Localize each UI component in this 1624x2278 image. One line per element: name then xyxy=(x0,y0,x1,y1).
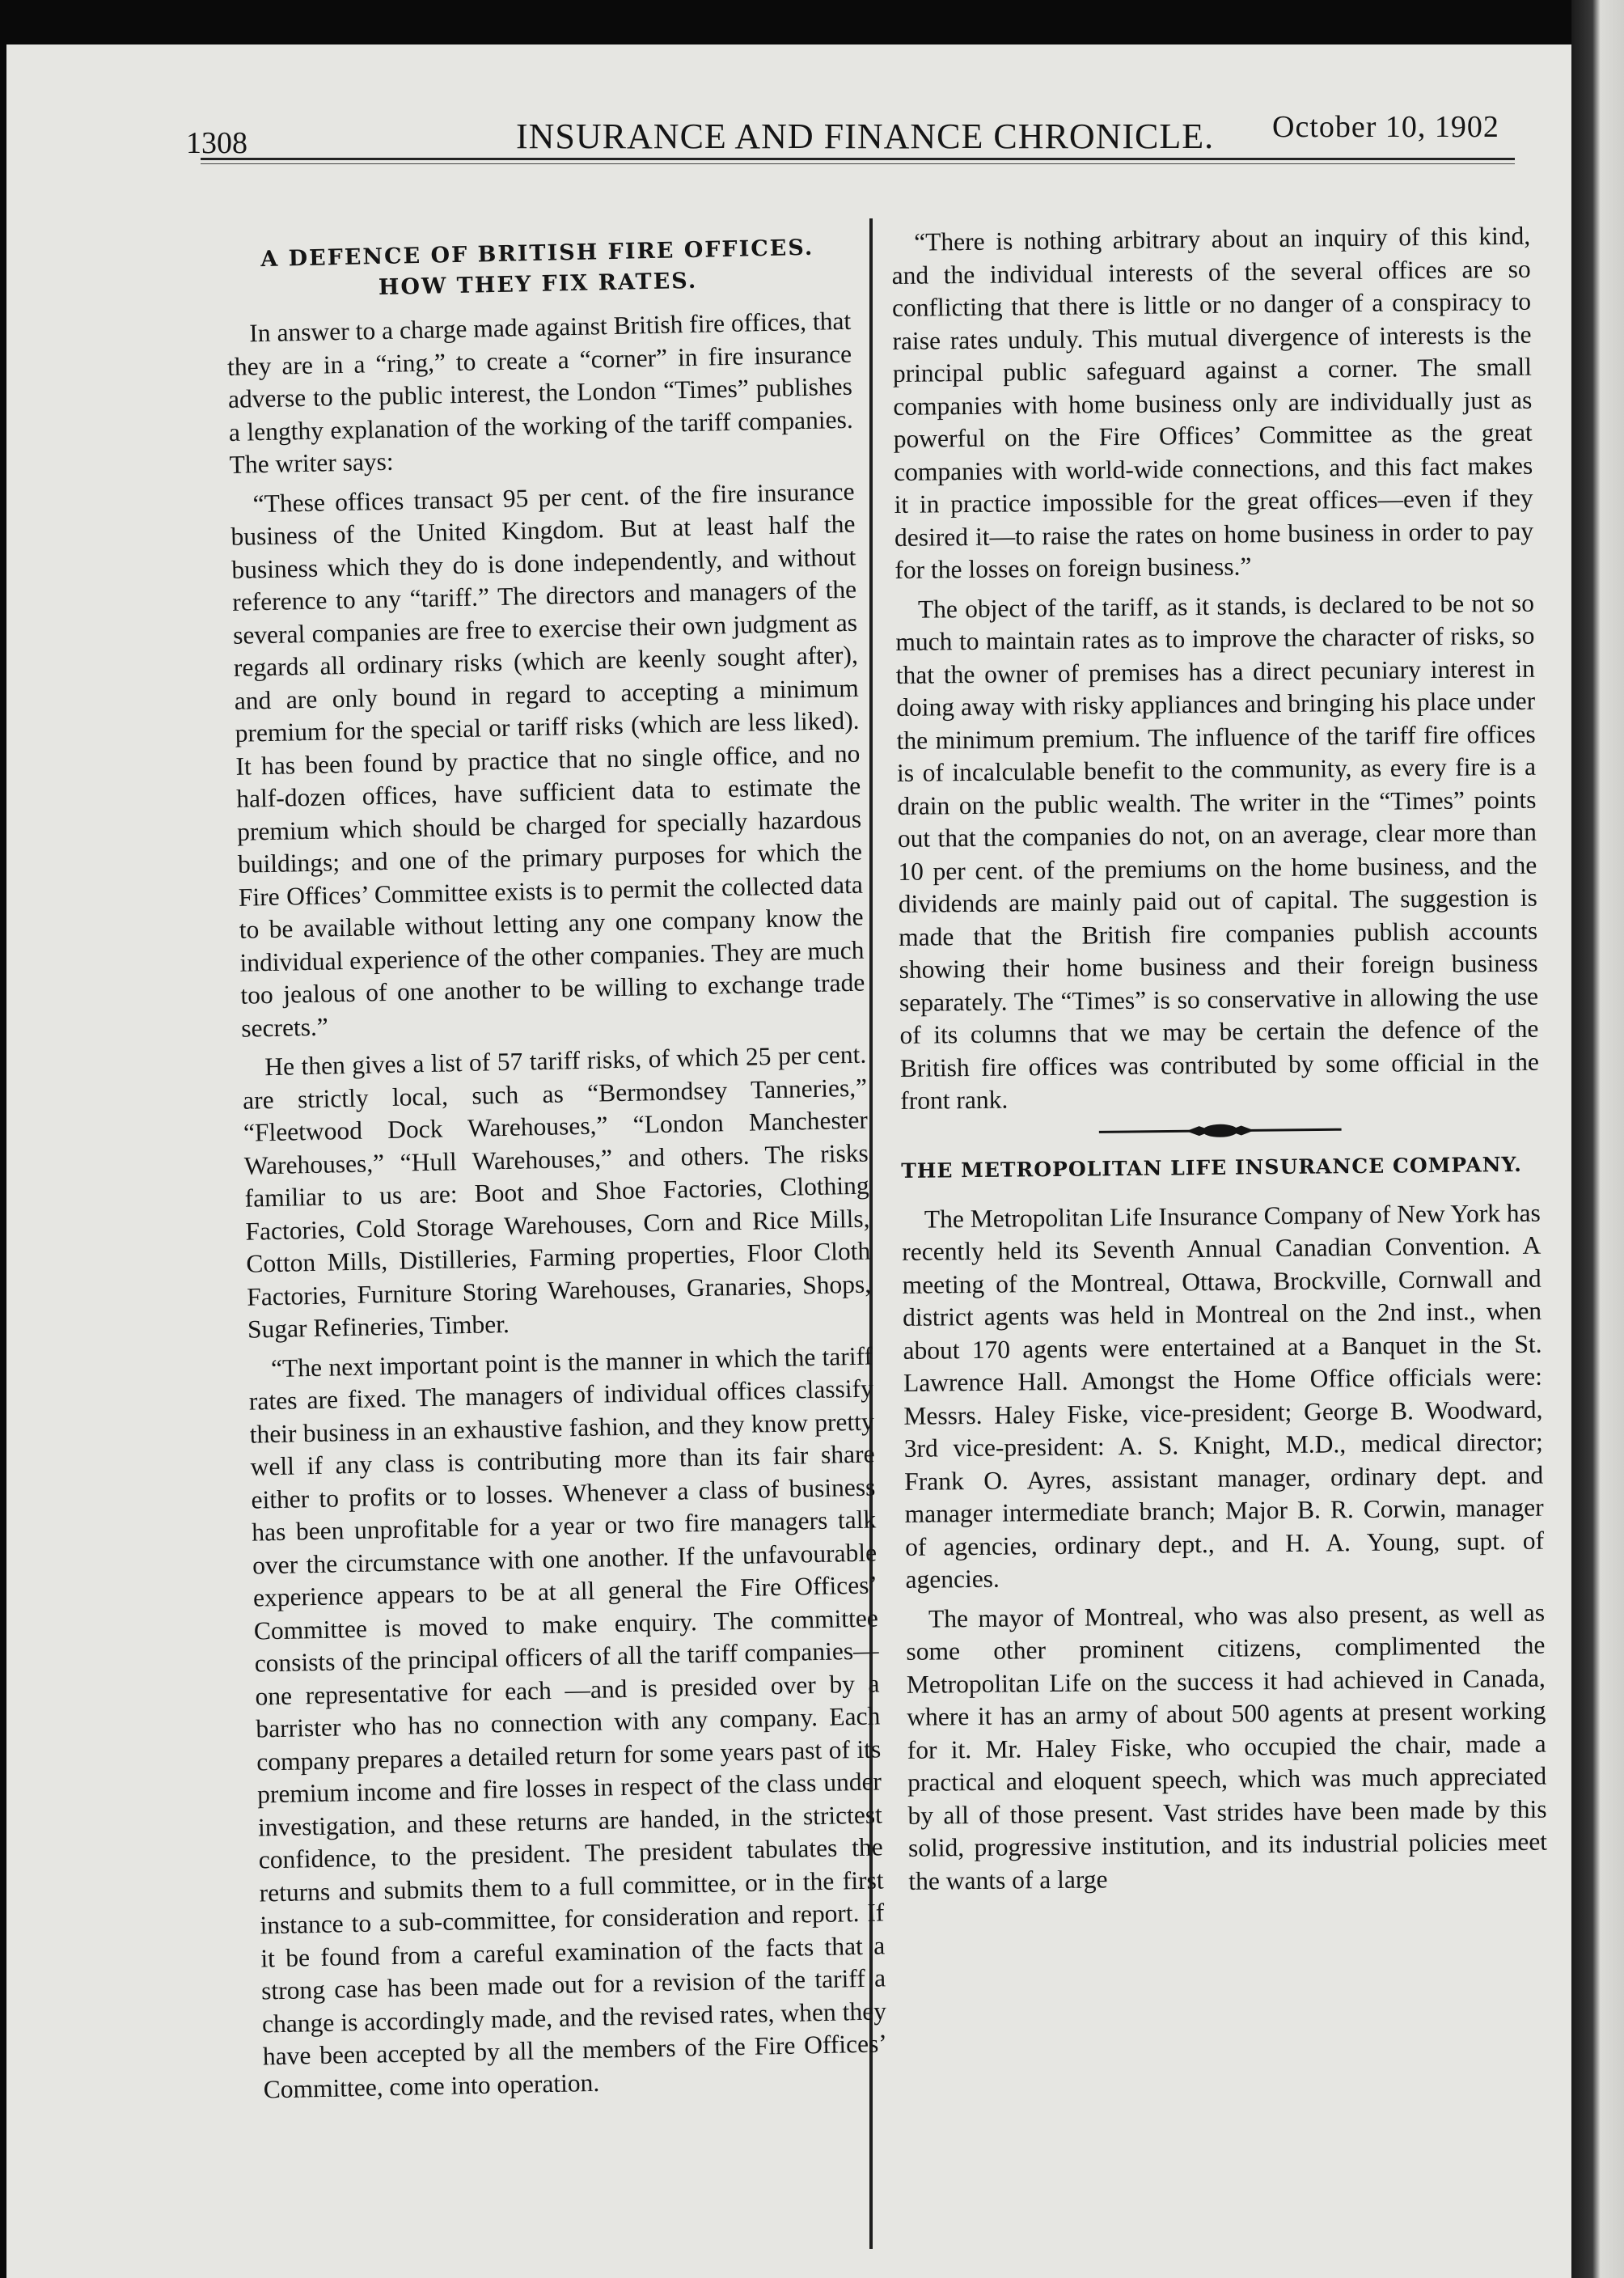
journal-title: INSURANCE AND FINANCE CHRONICLE. xyxy=(516,116,1215,156)
article-paragraph: “There is nothing arbitrary about an inquiry of this kind, and the individual interests of the several offices are so conflicting that there is little or no danger of a conspiracy to raise rates unduly. This mutual divergence of interests is the principal public safeguard against a corner. The small companies with home business only are individually just as powerful on the Fire Offices’ Committee as the great companies with world-wide connections, and this fact makes it in practice impossible for the great offices—even if they desired it—to raise the rates on home business in order to pay for the losses on foreign business.” xyxy=(891,221,1534,584)
article-title xyxy=(225,232,850,307)
article-paragraph: In answer to a charge made against British fire offices, that they are in a “ring,” to create a “corner” in fire insurance adverse to the public interest, the London “Times” publishes a lengthy explanation of the working of the tariff companies. The writer says: xyxy=(226,306,854,479)
article-paragraph: He then gives a list of 57 tariff risks, of which 25 per cent. are strictly local, such as “Bermondsey Tanneries,” “Fleetwood Dock Warehouses,” “London Manchester Warehouses,” “Hull Warehouses,” and others. The risks familiar to us are: Boot and Shoe Factories, Clothing Factories, Cold Storage Warehouses, Corn and Rice Mills, Cotton Mills, Distilleries, Farming properties, Floor Cloth Factories, Furniture Storing Warehouses, Granaries, Shops, Sugar Refineries, Timber. xyxy=(242,1039,872,1344)
page-edge-shadow xyxy=(1571,0,1624,2278)
article-paragraph: The object of the tariff, as it stands, is declared to be not so much to maintain rates as to improve the character of risks, so that the owner of premises has a direct pecuniary interest in doing away with risky appliances and bringing his place under the minimum premium. The influence of the tariff fire offices is of incalculable benefit to the community, as every fire is a drain on the public wealth. The writer in the “Times” points out that the companies do not, on an average, clear more than 10 per cent. of the premiums on the home business, and the dividends are mainly paid out of capital. The suggestion is made that the British fire companies publish accounts showing their home business and their foreign business separately. The “Times” is so conservative in allowing the use of its columns that we may be certain the defence of the British fire offices was contributed by some official in the front rank. xyxy=(895,588,1540,1115)
article-paragraph: “These offices transact 95 per cent. of the fire insurance business of the United Kingdom. But at least half the business which they do is done independently, and without reference to any “tariff.” The directors and managers of the several companies are free to exercise their own judgment as regards all ordinary risks (which are keenly sought after), and are only bound in regard to accepting a minimum premium for the special or tariff risks (which are less liked). It has been found by practice that no single office, and no half-dozen offices, have sufficient data to estimate the premium which should be charged for specially hazardous buildings; and one of the primary purposes for which the Fire Offices’ Committee exists is to permit the collected data to be available without letting any one company know the individual experience of the other companies. They are much too jealous of one another to be willing to exchange trade secrets.” xyxy=(230,476,865,1043)
article-subtitle: HOW THEY FIX RATES. xyxy=(378,268,698,301)
article-title: THE METROPOLITAN LIFE INSURANCE COMPANY. xyxy=(901,1152,1523,1183)
newspaper-page xyxy=(6,44,1571,2278)
article-paragraph: The mayor of Montreal, who was also present, as well as some other prominent citizens, complimented the Metropolitan Life on the success it had achieved in Canada, where it has an army of about 500 agents at present working for it. Mr. Haley Fiske, who occupied the chair, made a practical and eloquent speech, which was much appreciated by all of those present. Vast strides have been made by this solid, progressive institution, and its industrial policies meet the wants of a large xyxy=(906,1598,1548,1895)
issue-date: October 10, 1902 xyxy=(1272,110,1499,144)
right-column xyxy=(891,220,1548,1904)
article-paragraph: “The next important point is the manner in which the tariff rates are fixed. The managers of individual offices classify their business in an exhaustive fashion, and they know pretty well if any class is contributing more than its fair share either to profits or to losses. Whenever a class of business has been unprofitable for a year or two fire managers talk over the circumstance with one another. If the unfavourable experience appears to be at all general the Fire Offices’ Committee is moved to make enquiry. The committee consists of the principal officers of all the tariff companies—one representative for each —and is presided over by a barrister who has no connection with any company. Each company prepares a detailed return for some years past of its premium income and fire losses in respect of the class under investigation, and these returns are handed, in the strictest confidence, to the president. The president tabulates the returns and submits them to a full committee, or in the first instance to a sub-committee, for consideration and report. If it be found from a careful examination of the facts that a strong case has been made out for a revision of the tariff a change is accordingly made, and the revised rates, when they have been accepted by all the members of the Fire Offices’ Committee, come into operation. xyxy=(248,1341,888,2103)
page-number: 1308 xyxy=(186,126,247,160)
article-title-line1: A DEFENCE OF BRITISH FIRE OFFICES. xyxy=(260,235,814,273)
article-paragraph: The Metropolitan Life Insurance Company of New York has recently held its Seventh Annual Canadian Convention. A meeting of the Montreal, Ottawa, Brockville, Cornwall and district agents was held in Montreal on the 2nd inst., when about 170 agents were entertained at a Banquet in the St. Lawrence Hall. Amongst the Home Office officials were: Messrs. Haley Fiske, vice-president; George B. Woodward, 3rd vice-president: A. S. Knight, M.D., medical director; Frank O. Ayres, assistant manager, ordinary dept. and manager intermediate branch; Major B. R. Corwin, manager of agencies, ordinary dept., and H. A. Young, supt. of agencies. xyxy=(902,1198,1545,1594)
section-ornament xyxy=(1099,1121,1342,1140)
header-rule xyxy=(201,158,1515,164)
left-column xyxy=(225,232,888,2113)
